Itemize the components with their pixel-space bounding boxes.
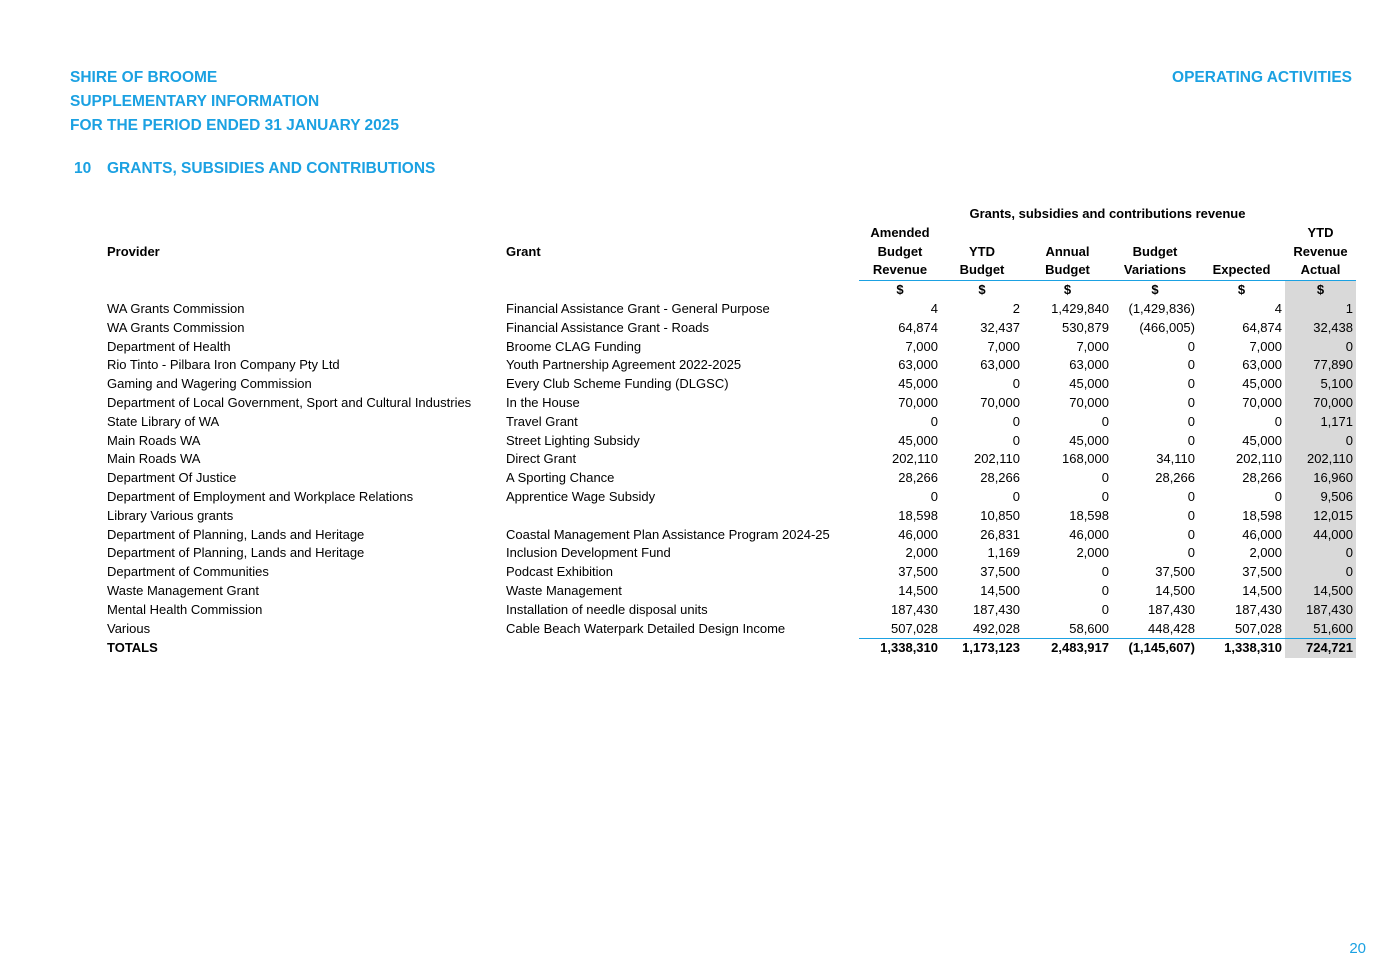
page-number: 20 bbox=[1349, 940, 1366, 957]
cell-annual-budget: 530,879 bbox=[1062, 319, 1109, 335]
table-row bbox=[104, 469, 1356, 488]
cell-budget-variations: 0 bbox=[1187, 545, 1195, 561]
cell-amended-budget: 28,266 bbox=[898, 470, 938, 486]
table-row bbox=[104, 338, 1356, 357]
cell-ytd-actual: 77,890 bbox=[1285, 356, 1356, 375]
cell-provider: Gaming and Wagering Commission bbox=[107, 376, 312, 392]
cell-ytd-budget: 0 bbox=[1012, 488, 1020, 504]
cell-budget-variations: 0 bbox=[1187, 376, 1195, 392]
cell-grant: Inclusion Development Fund bbox=[506, 545, 671, 561]
unit-label: $ bbox=[896, 282, 904, 298]
cell-ytd-budget: 32,437 bbox=[980, 319, 1020, 335]
cell-annual-budget: 70,000 bbox=[1069, 394, 1109, 410]
unit-label: $ bbox=[1151, 282, 1159, 298]
cell-expected: 187,430 bbox=[1235, 601, 1282, 617]
total-ytd-actual: 724,721 bbox=[1285, 639, 1356, 658]
cell-ytd-actual: 44,000 bbox=[1285, 526, 1356, 545]
cell-budget-variations: 0 bbox=[1187, 338, 1195, 354]
cell-ytd-actual: 0 bbox=[1285, 563, 1356, 582]
cell-annual-budget: 63,000 bbox=[1069, 357, 1109, 373]
col-header-ytd-budget: YTD Budget bbox=[941, 224, 1023, 281]
cell-amended-budget: 46,000 bbox=[898, 526, 938, 542]
cell-expected: 14,500 bbox=[1242, 582, 1282, 598]
group-header: Grants, subsidies and contributions revenue bbox=[969, 206, 1246, 221]
col-header-annual-budget: Annual Budget bbox=[1023, 224, 1112, 281]
col-header-expected: Expected bbox=[1198, 224, 1285, 281]
cell-provider: WA Grants Commission bbox=[107, 319, 245, 335]
table-row bbox=[104, 432, 1356, 451]
cell-ytd-actual: 9,506 bbox=[1285, 488, 1356, 507]
section-number: 10 bbox=[74, 160, 92, 177]
cell-ytd-budget: 26,831 bbox=[980, 526, 1020, 542]
cell-grant: Every Club Scheme Funding (DLGSC) bbox=[506, 376, 729, 392]
cell-amended-budget: 45,000 bbox=[898, 376, 938, 392]
cell-annual-budget: 18,598 bbox=[1069, 507, 1109, 523]
table-row bbox=[104, 394, 1356, 413]
report-period: FOR THE PERIOD ENDED 31 JANUARY 2025 bbox=[70, 117, 400, 134]
report-subtitle: SUPPLEMENTARY INFORMATION bbox=[70, 93, 320, 110]
table-row bbox=[104, 507, 1356, 526]
cell-ytd-actual: 70,000 bbox=[1285, 394, 1356, 413]
cell-provider: Department of Communities bbox=[107, 564, 269, 580]
total-expected: 1,338,310 bbox=[1224, 640, 1282, 656]
cell-annual-budget: 45,000 bbox=[1069, 376, 1109, 392]
table-row bbox=[104, 620, 1356, 639]
cell-expected: 0 bbox=[1274, 488, 1282, 504]
table-row bbox=[104, 319, 1356, 338]
cell-amended-budget: 18,598 bbox=[898, 507, 938, 523]
unit-label: $ bbox=[978, 282, 986, 298]
unit-label: $ bbox=[1237, 282, 1246, 298]
cell-budget-variations: 448,428 bbox=[1112, 620, 1198, 639]
table-row bbox=[104, 601, 1356, 620]
cell-amended-budget: 45,000 bbox=[898, 432, 938, 448]
cell-budget-variations: 0 bbox=[1187, 432, 1195, 448]
cell-amended-budget: 0 bbox=[930, 413, 938, 429]
total-budget-variations: (1,145,607) bbox=[1128, 640, 1195, 656]
cell-provider: Library Various grants bbox=[107, 507, 234, 523]
cell-grant: Broome CLAG Funding bbox=[506, 338, 642, 354]
cell-ytd-budget: 70,000 bbox=[980, 394, 1020, 410]
cell-grant: Youth Partnership Agreement 2022-2025 bbox=[506, 357, 742, 373]
cell-expected: 63,000 bbox=[1242, 357, 1282, 373]
cell-annual-budget: 0 bbox=[1101, 564, 1109, 580]
cell-grant: Financial Assistance Grant - General Purpose bbox=[506, 300, 770, 316]
cell-annual-budget: 0 bbox=[1101, 413, 1109, 429]
cell-expected: 70,000 bbox=[1242, 394, 1282, 410]
table-row bbox=[104, 526, 1356, 545]
section-title: GRANTS, SUBSIDIES AND CONTRIBUTIONS bbox=[107, 160, 436, 177]
cell-ytd-budget: 0 bbox=[1012, 413, 1020, 429]
cell-budget-variations: 37,500 bbox=[1155, 564, 1195, 580]
cell-budget-variations: 0 bbox=[1187, 357, 1195, 373]
table-row bbox=[104, 375, 1356, 394]
cell-amended-budget: 202,110 bbox=[891, 451, 938, 467]
col-header-amended-budget: Amended Budget Revenue bbox=[859, 224, 941, 281]
cell-provider: Mental Health Commission bbox=[107, 601, 263, 617]
cell-annual-budget: 0 bbox=[1101, 488, 1109, 504]
cell-grant: Direct Grant bbox=[506, 451, 577, 467]
cell-amended-budget: 70,000 bbox=[898, 394, 938, 410]
cell-amended-budget: 63,000 bbox=[898, 357, 938, 373]
cell-ytd-budget: 492,028 bbox=[941, 620, 1023, 639]
cell-grant: Installation of needle disposal units bbox=[506, 601, 708, 617]
cell-budget-variations: 14,500 bbox=[1155, 582, 1195, 598]
cell-budget-variations: 28,266 bbox=[1155, 470, 1195, 486]
cell-budget-variations: 187,430 bbox=[1148, 601, 1195, 617]
cell-expected: 46,000 bbox=[1242, 526, 1282, 542]
cell-annual-budget: 1,429,840 bbox=[1051, 300, 1109, 316]
cell-grant: In the House bbox=[506, 394, 580, 410]
cell-provider: Department of Health bbox=[107, 338, 231, 354]
cell-budget-variations: 0 bbox=[1187, 394, 1195, 410]
cell-amended-budget: 2,000 bbox=[905, 545, 938, 561]
cell-ytd-budget: 0 bbox=[1012, 432, 1020, 448]
cell-grant: Waste Management bbox=[506, 582, 622, 598]
cell-expected: 45,000 bbox=[1242, 376, 1282, 392]
total-amended-budget: 1,338,310 bbox=[880, 640, 938, 656]
report-header bbox=[70, 66, 399, 138]
cell-grant: A Sporting Chance bbox=[506, 470, 615, 486]
table-row bbox=[104, 300, 1356, 319]
grants-table bbox=[104, 205, 1356, 658]
cell-ytd-budget: 37,500 bbox=[980, 564, 1020, 580]
cell-expected: 0 bbox=[1274, 413, 1282, 429]
cell-provider: Department Of Justice bbox=[107, 470, 237, 486]
cell-expected: 2,000 bbox=[1249, 545, 1282, 561]
cell-amended-budget: 7,000 bbox=[905, 338, 938, 354]
cell-ytd-budget: 14,500 bbox=[980, 582, 1020, 598]
cell-ytd-actual: 16,960 bbox=[1285, 469, 1356, 488]
cell-provider: Department of Planning, Lands and Heritage bbox=[107, 545, 365, 561]
table-row bbox=[104, 563, 1356, 582]
unit-label: $ bbox=[1285, 281, 1356, 300]
cell-budget-variations: 0 bbox=[1187, 507, 1195, 523]
cell-budget-variations: 34,110 bbox=[1156, 451, 1195, 467]
cell-ytd-actual: 0 bbox=[1285, 544, 1356, 563]
cell-ytd-actual: 0 bbox=[1285, 432, 1356, 451]
cell-provider: Department of Local Government, Sport and Cultural Industries bbox=[107, 394, 472, 410]
cell-ytd-budget: 1,169 bbox=[987, 545, 1020, 561]
cell-grant: Podcast Exhibition bbox=[506, 564, 613, 580]
cell-grant: Financial Assistance Grant - Roads bbox=[506, 319, 710, 335]
cell-annual-budget: 0 bbox=[1101, 582, 1109, 598]
cell-provider: Department of Planning, Lands and Heritage bbox=[107, 526, 365, 542]
cell-ytd-budget: 0 bbox=[1012, 376, 1020, 392]
cell-expected: 507,028 bbox=[1198, 620, 1285, 639]
cell-expected: 4 bbox=[1274, 300, 1282, 316]
cell-provider: Rio Tinto - Pilbara Iron Company Pty Ltd bbox=[107, 357, 340, 373]
cell-provider: Department of Employment and Workplace Relations bbox=[107, 488, 414, 504]
cell-ytd-actual: 32,438 bbox=[1285, 319, 1356, 338]
cell-ytd-actual: 1 bbox=[1285, 300, 1356, 319]
cell-expected: 64,874 bbox=[1242, 319, 1282, 335]
cell-ytd-budget: 7,000 bbox=[987, 338, 1020, 354]
report-category: OPERATING ACTIVITIES bbox=[1172, 69, 1352, 86]
cell-ytd-budget: 187,430 bbox=[973, 601, 1020, 617]
cell-provider: Main Roads WA bbox=[107, 432, 201, 448]
cell-grant: Coastal Management Plan Assistance Program 2024-25 bbox=[506, 526, 830, 542]
cell-provider: Waste Management Grant bbox=[107, 582, 259, 598]
col-header-ytd-actual: YTD Revenue Actual bbox=[1285, 224, 1356, 281]
cell-amended-budget: 37,500 bbox=[898, 564, 938, 580]
cell-ytd-actual: 1,171 bbox=[1285, 413, 1356, 432]
cell-expected: 37,500 bbox=[1242, 564, 1282, 580]
cell-annual-budget: 0 bbox=[1101, 470, 1109, 486]
table-row bbox=[104, 488, 1356, 507]
totals-label: TOTALS bbox=[107, 640, 158, 656]
cell-ytd-actual: 187,430 bbox=[1285, 601, 1356, 620]
cell-grant: Street Lighting Subsidy bbox=[506, 432, 640, 448]
cell-provider: WA Grants Commission bbox=[107, 300, 245, 316]
cell-provider: Various bbox=[107, 620, 151, 636]
cell-amended-budget: 0 bbox=[930, 488, 938, 504]
cell-ytd-budget: 28,266 bbox=[980, 470, 1020, 486]
total-annual-budget: 2,483,917 bbox=[1051, 640, 1109, 656]
cell-ytd-actual: 0 bbox=[1285, 338, 1356, 357]
cell-ytd-actual: 202,110 bbox=[1285, 450, 1356, 469]
cell-annual-budget: 46,000 bbox=[1069, 526, 1109, 542]
totals-row bbox=[104, 639, 1356, 658]
cell-budget-variations: 0 bbox=[1187, 488, 1195, 504]
cell-grant: Apprentice Wage Subsidy bbox=[506, 488, 656, 504]
cell-annual-budget: 0 bbox=[1101, 601, 1109, 617]
cell-provider: Main Roads WA bbox=[107, 451, 201, 467]
table-row bbox=[104, 544, 1356, 563]
cell-grant: Travel Grant bbox=[506, 413, 578, 429]
unit-row bbox=[104, 281, 1356, 300]
cell-annual-budget: 2,000 bbox=[1076, 545, 1109, 561]
cell-expected: 45,000 bbox=[1242, 432, 1282, 448]
cell-amended-budget: 64,874 bbox=[898, 319, 938, 335]
cell-budget-variations: (1,429,836) bbox=[1128, 300, 1195, 316]
cell-expected: 202,110 bbox=[1235, 451, 1282, 467]
cell-expected: 18,598 bbox=[1242, 507, 1282, 523]
cell-ytd-budget: 2 bbox=[1012, 300, 1020, 316]
cell-annual-budget: 168,000 bbox=[1062, 451, 1109, 467]
cell-ytd-actual: 51,600 bbox=[1285, 620, 1356, 639]
cell-budget-variations: (466,005) bbox=[1139, 319, 1195, 335]
cell-annual-budget: 45,000 bbox=[1069, 432, 1109, 448]
cell-ytd-actual: 12,015 bbox=[1285, 507, 1356, 526]
total-ytd-budget: 1,173,123 bbox=[962, 640, 1020, 656]
cell-amended-budget: 507,028 bbox=[859, 620, 941, 639]
col-header-provider: Provider bbox=[107, 243, 160, 259]
cell-budget-variations: 0 bbox=[1187, 413, 1195, 429]
cell-expected: 28,266 bbox=[1242, 470, 1282, 486]
cell-budget-variations: 0 bbox=[1187, 526, 1195, 542]
cell-grant: Cable Beach Waterpark Detailed Design Income bbox=[506, 620, 786, 636]
cell-annual-budget: 58,600 bbox=[1023, 620, 1112, 639]
table-row bbox=[104, 413, 1356, 432]
cell-ytd-actual: 14,500 bbox=[1285, 582, 1356, 601]
table-row bbox=[104, 582, 1356, 601]
col-header-budget-variations: Budget Variations bbox=[1112, 224, 1198, 281]
table-row bbox=[104, 450, 1356, 469]
cell-amended-budget: 14,500 bbox=[898, 582, 938, 598]
cell-provider: State Library of WA bbox=[107, 413, 220, 429]
cell-annual-budget: 7,000 bbox=[1076, 338, 1109, 354]
cell-ytd-budget: 202,110 bbox=[973, 451, 1020, 467]
org-name: SHIRE OF BROOME bbox=[70, 69, 218, 86]
cell-grant bbox=[503, 507, 859, 526]
table-row bbox=[104, 356, 1356, 375]
cell-amended-budget: 4 bbox=[930, 300, 938, 316]
cell-ytd-actual: 5,100 bbox=[1285, 375, 1356, 394]
unit-label: $ bbox=[1063, 282, 1072, 298]
cell-amended-budget: 187,430 bbox=[891, 601, 938, 617]
cell-expected: 7,000 bbox=[1249, 338, 1282, 354]
cell-ytd-budget: 63,000 bbox=[980, 357, 1020, 373]
section-heading bbox=[74, 160, 435, 178]
col-header-grant: Grant bbox=[506, 243, 541, 259]
cell-ytd-budget: 10,850 bbox=[980, 507, 1020, 523]
